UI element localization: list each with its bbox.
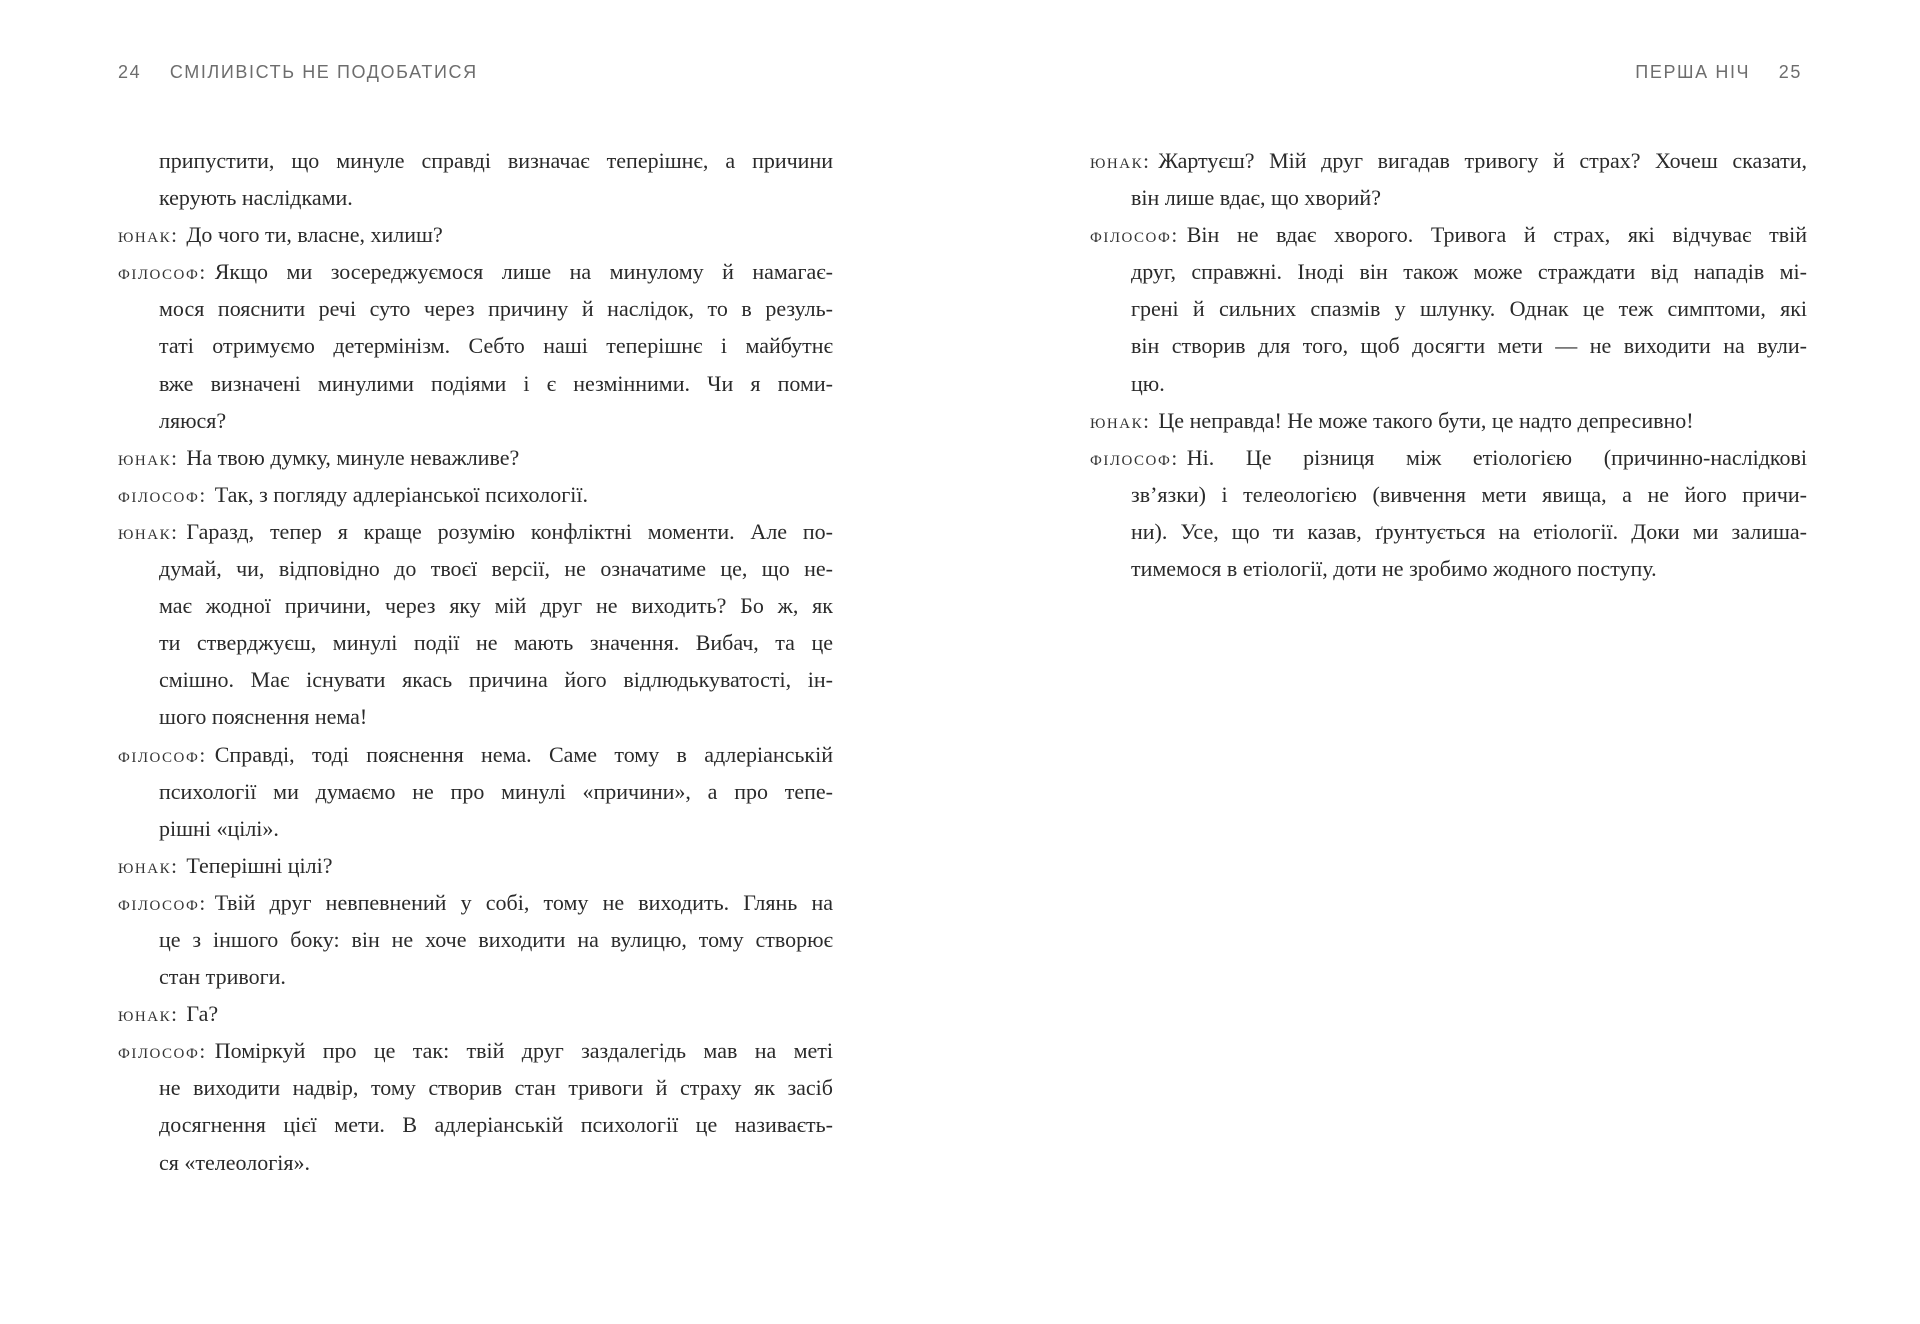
line-text: ни). Усе, що ти казав, ґрунтується на етіології. Доки ми залиша- [1131,518,1807,544]
line-text: стан тривоги. [159,964,286,990]
line-text: До чого ти, власне, хилиш? [186,222,443,248]
dialogue-entry [1090,142,1807,216]
text-line [1090,253,1807,290]
text-line [1090,476,1807,513]
line-text: припустити, що минуле справді визначає теперішнє, а причини [159,148,833,173]
text-line [118,624,833,661]
text-line [118,327,833,364]
text-line [1090,550,1807,587]
dialogue-entry [118,1032,833,1180]
text-line [118,216,833,253]
running-header-left [118,62,478,83]
dialogue-entry [118,847,833,884]
speaker-label: юнак: [118,519,179,544]
dialogue-entry [1090,216,1807,401]
dialogue-entry [118,995,833,1032]
line-text: Гаразд, тепер я краще розумію конфліктні моменти. Але по- [186,518,833,544]
line-text: зв’язки) і телеологією (вивчення мети явища, а не його причи- [1131,481,1807,507]
line-text: Якщо ми зосереджуємося лише на минулому й намагає- [214,259,833,285]
line-text: досягнення цієї мети. В адлеріанській психології це називаєть- [159,1112,833,1138]
speaker-label: юнак: [118,853,179,878]
text-line [118,958,833,995]
text-line [1090,179,1807,216]
line-text: тимемося в етіології, доти не зробимо жодного поступу. [1131,556,1657,582]
text-line [118,921,833,958]
line-text: смішно. Має існувати якась причина його відлюдькуватості, ін- [159,667,833,693]
line-text: Твій друг невпевнений у собі, тому не виходить. Глянь на [214,889,833,915]
text-line [118,290,833,327]
text-line [1090,290,1807,327]
speaker-label: юнак: [1090,408,1151,433]
speaker-label: філософ: [118,1039,207,1064]
text-line [118,365,833,402]
text-line [118,1106,833,1143]
text-line [1090,216,1807,253]
text-line [118,847,833,884]
line-text: шого пояснення нема! [159,704,368,730]
line-text: психології ми думаємо не про минулі «причини», а про тепе- [159,778,833,804]
running-header-right [1635,62,1802,83]
text-line [1090,142,1807,179]
line-text: керують наслідками. [159,185,353,211]
line-text: мося пояснити речі суто через причину й наслідок, то в резуль- [159,296,833,322]
speaker-label: філософ: [118,890,207,915]
line-text: вже визначені минулими подіями і є незмінними. Чи я поми- [159,370,833,396]
book-title: СМІЛИВІСТЬ НЕ ПОДОБАТИСЯ [169,62,478,82]
dialogue-entry [118,216,833,253]
text-line [118,1144,833,1181]
dialogue-entry [118,884,833,995]
line-text: ти стверджуєш, минулі події не мають значення. Вибач, та це [159,630,833,656]
text-line [118,587,833,624]
line-text: Поміркуй про це так: твій друг заздалегідь мав на меті [214,1038,833,1064]
page-number-left: 24 [118,62,142,82]
line-text: він створив для того, щоб досягти мети — не виходити на вули- [1131,333,1807,359]
line-text: таті отримуємо детермінізм. Себто наші теперішнє і майбутнє [159,333,833,359]
line-text: На твою думку, минуле неважливе? [186,444,520,470]
text-line [1090,513,1807,550]
text-line [118,179,833,216]
line-text: грені й сильних спазмів у шлунку. Однак це теж симптоми, які [1131,296,1807,322]
dialogue-entry [118,476,833,513]
line-text: має жодної причини, через яку мій друг не виходить? Бо ж, як [159,593,833,619]
speaker-label: філософ: [118,482,207,507]
speaker-label: філософ: [118,742,207,767]
text-line [118,253,833,290]
text-line [118,698,833,735]
speaker-label: філософ: [1090,223,1179,248]
line-text: Так, з погляду адлеріанської психології. [214,481,588,507]
page-number-right: 25 [1778,62,1802,82]
line-text: думай, чи, відповідно до твоєї версії, не означатиме це, що не- [159,556,833,582]
dialogue-entry [1090,402,1807,439]
dialogue-entry [118,253,833,438]
text-line [118,884,833,921]
line-text: він лише вдає, що хворий? [1131,185,1381,211]
text-line [118,995,833,1032]
speaker-label: юнак: [1090,149,1151,173]
dialogue-entry [118,142,833,216]
line-text: не виходити надвір, тому створив стан тривоги й страху як засіб [159,1075,833,1101]
line-text: друг, справжні. Іноді він також може страждати від нападів мі- [1131,259,1807,285]
line-text: Теперішні цілі? [186,852,333,878]
line-text: ся «телеологія». [159,1149,310,1175]
line-text: ляюся? [159,407,227,433]
dialogue-entry [118,736,833,847]
text-line [1090,365,1807,402]
text-line [118,513,833,550]
text-line [118,810,833,847]
speaker-label: юнак: [118,445,179,470]
text-line [118,550,833,587]
line-text: Це неправда! Не може такого бути, це надто депресивно! [1158,407,1694,433]
line-text: Жартуєш? Мій друг вигадав тривогу й страх? Хочеш сказати, [1158,148,1807,173]
speaker-label: філософ: [1090,445,1179,470]
left-page-body [118,142,833,1181]
text-line [118,773,833,810]
dialogue-entry [118,513,833,736]
text-line [1090,439,1807,476]
text-line [118,439,833,476]
right-page-body [1090,142,1807,587]
line-text: цю. [1131,370,1165,396]
line-text: рішні «цілі». [159,815,279,841]
dialogue-entry [1090,439,1807,587]
line-text: Га? [186,1001,219,1027]
text-line [118,402,833,439]
text-line [1090,402,1807,439]
line-text: це з іншого боку: він не хоче виходити на вулицю, тому створює [159,926,833,952]
line-text: Він не вдає хворого. Тривога й страх, які відчуває твій [1186,222,1807,248]
text-line [118,142,833,179]
text-line [1090,327,1807,364]
text-line [118,736,833,773]
text-line [118,661,833,698]
text-line [118,1032,833,1069]
text-line [118,476,833,513]
line-text: Справді, тоді пояснення нема. Саме тому в адлеріанській [214,741,833,767]
speaker-label: юнак: [118,223,179,248]
dialogue-entry [118,439,833,476]
speaker-label: юнак: [118,1002,179,1027]
line-text: Ні. Це різниця між етіологією (причинно-наслідкові [1186,444,1807,470]
speaker-label: філософ: [118,260,207,285]
text-line [118,1069,833,1106]
chapter-title: ПЕРША НІЧ [1635,62,1751,82]
